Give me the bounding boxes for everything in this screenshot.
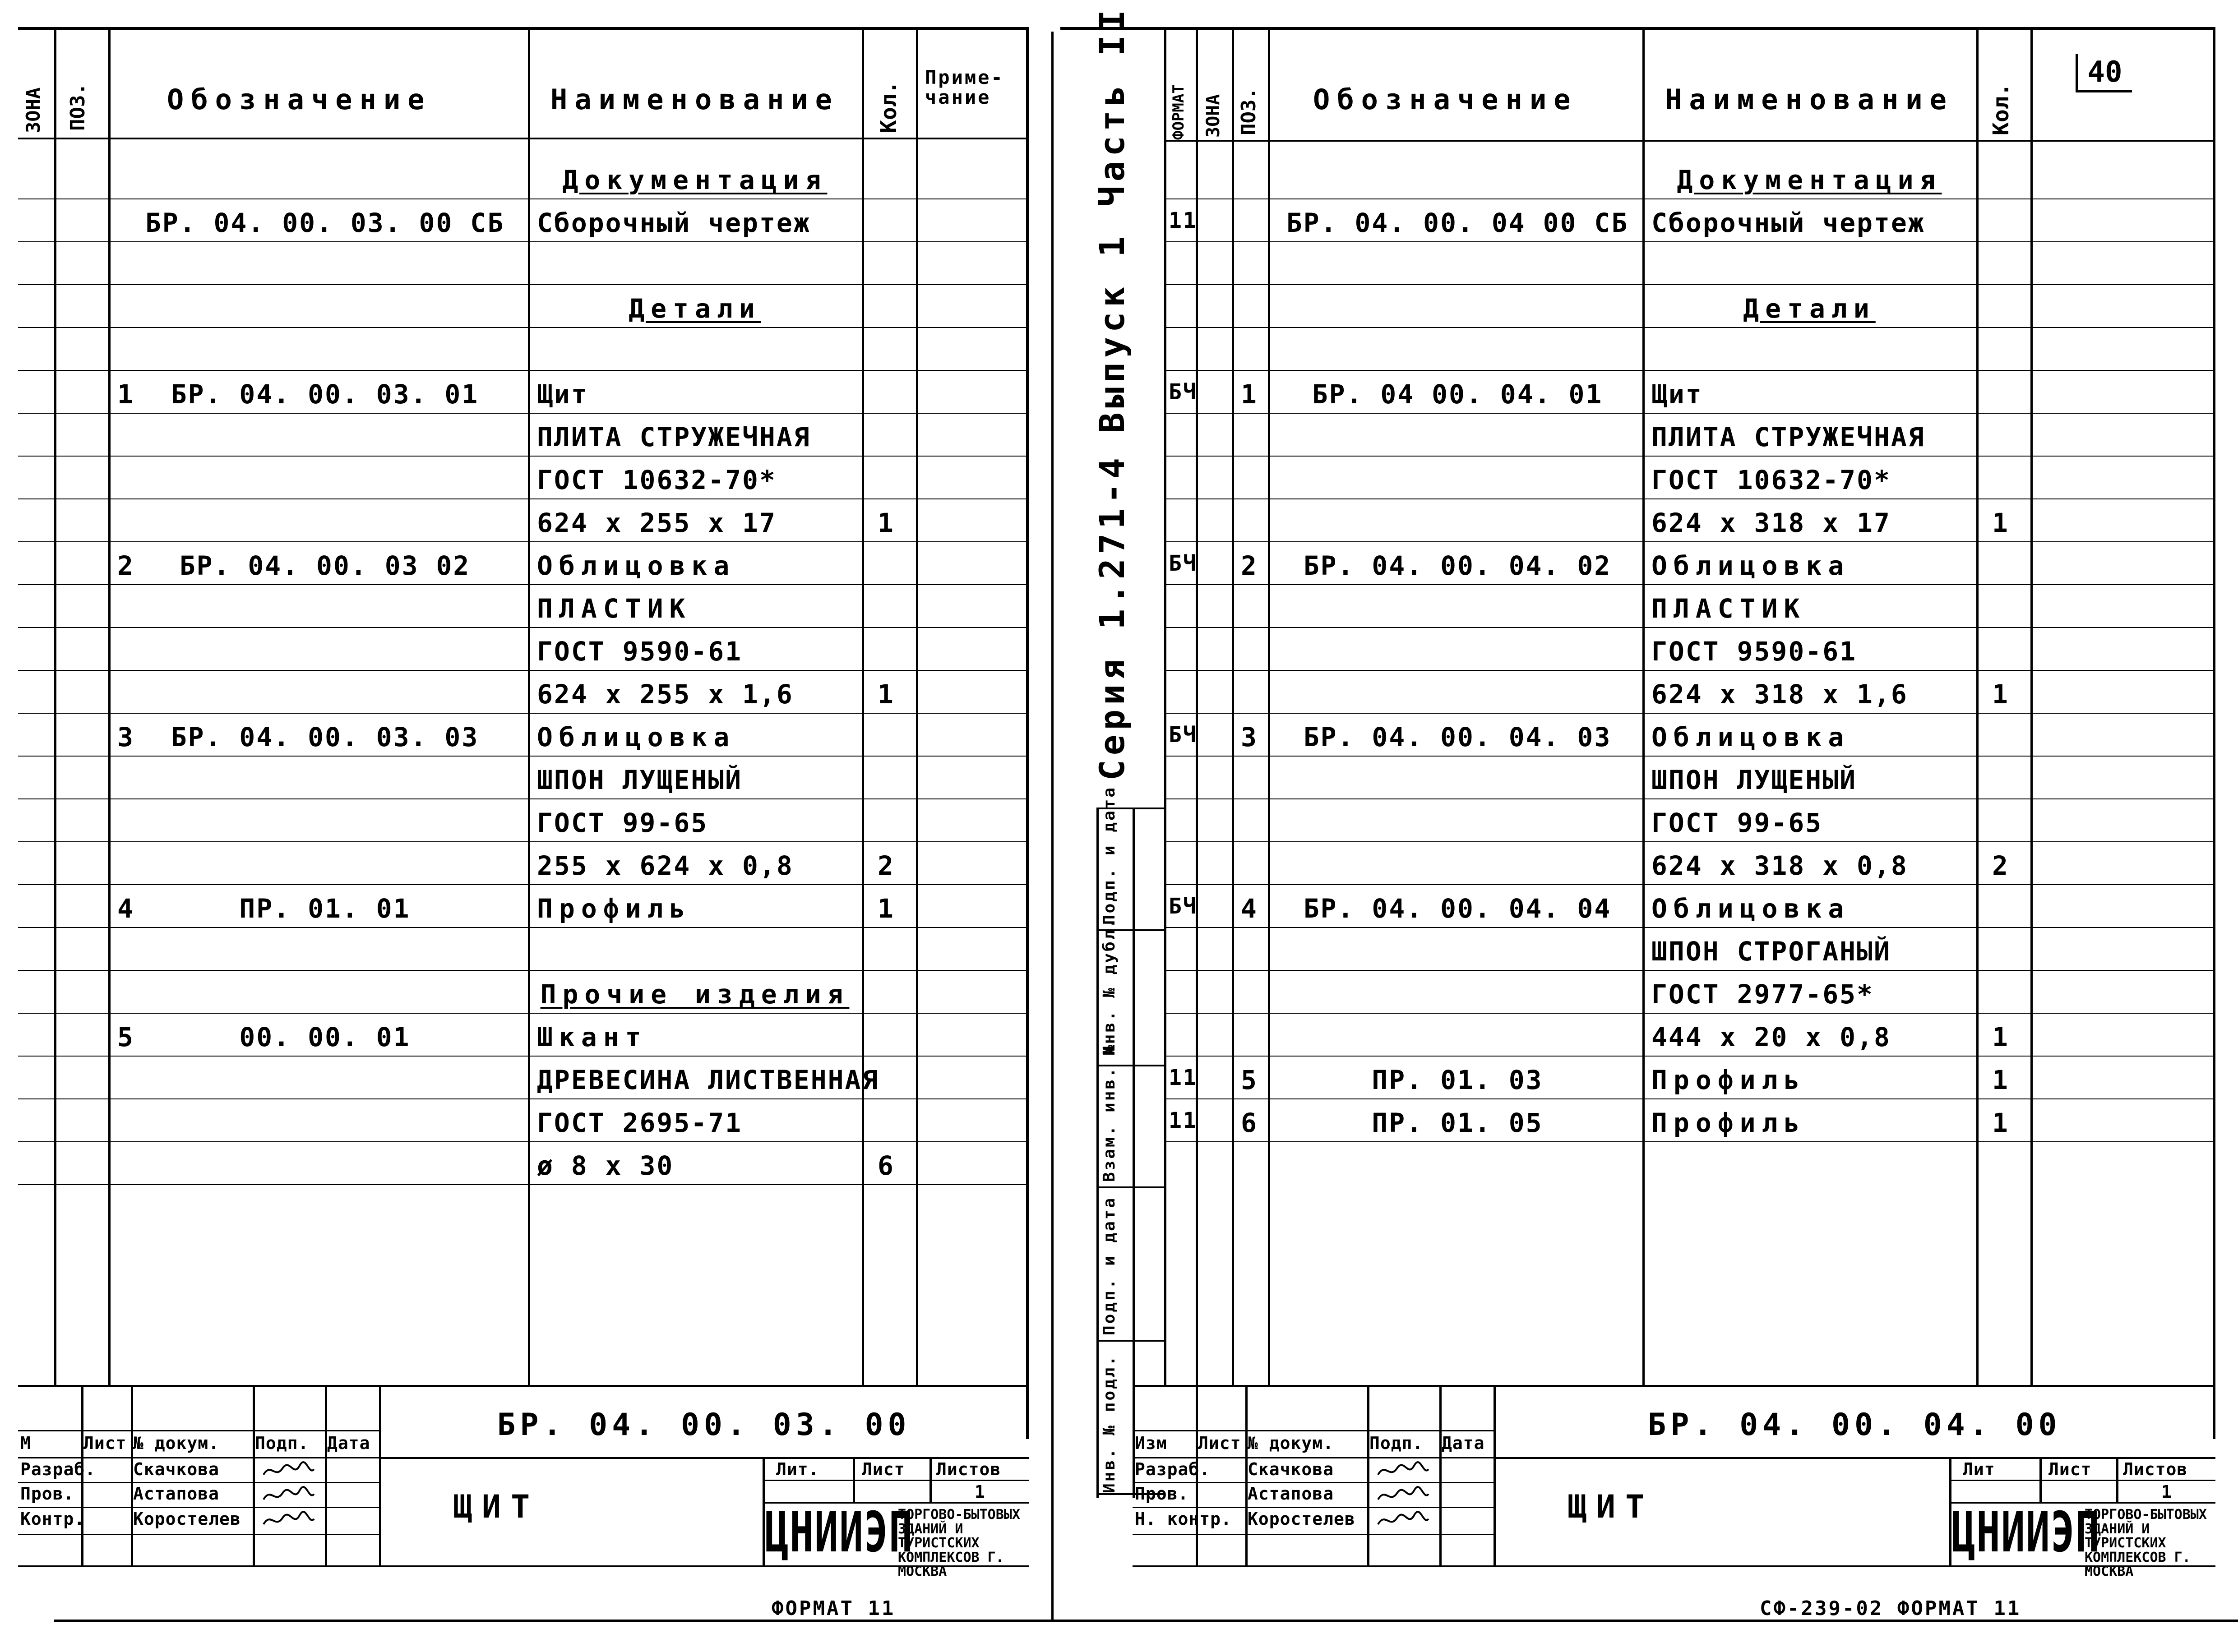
- org-name: ТОРГОВО-БЫТОВЫХ ЗДАНИЙ И ТУРИСТСКИХ КОМПЛЕКСОВ Г. МОСКВА: [2085, 1507, 2207, 1579]
- tb-lit: Лит.: [776, 1459, 819, 1479]
- tb-row: [18, 1507, 379, 1508]
- row-rule: [1164, 798, 2215, 799]
- tb-rule: [18, 1385, 1029, 1387]
- row-name: ГОСТ 2695-71: [537, 1107, 743, 1138]
- row-designation: БР. 04. 00. 04. 03: [1303, 722, 1612, 752]
- row-rule: [18, 927, 1029, 928]
- header-pos: ПОЗ.: [66, 83, 89, 131]
- row-name: ПЛАСТИК: [1651, 593, 1806, 624]
- row-rule: [1164, 670, 2215, 671]
- tb-name-1: Скачкова: [133, 1459, 220, 1479]
- tb-col: [1439, 1385, 1442, 1565]
- signature-mark: [1376, 1484, 1430, 1502]
- right-spec-sheet: [1060, 5, 2215, 1620]
- row-rule: [18, 413, 1029, 414]
- tb-name-3: Коростелев: [1248, 1509, 1355, 1529]
- org-logo: ЦНИИЭП: [1951, 1500, 2100, 1565]
- row-rule: [1164, 1141, 2215, 1142]
- row-rule: [18, 456, 1029, 457]
- row-qty: 1: [1992, 1107, 2009, 1138]
- col-line: [916, 27, 918, 1385]
- row-name: Щит: [1651, 379, 1703, 410]
- row-rule: [1164, 498, 2215, 499]
- row-rule: [18, 1184, 1029, 1185]
- row-format: 11: [1169, 1108, 1198, 1133]
- tb-col-doc: № докум.: [133, 1433, 220, 1453]
- row-designation: БР. 04. 00. 04. 04: [1303, 893, 1612, 924]
- row-name: Профиль: [1651, 1065, 1806, 1095]
- row-rule: [1164, 284, 2215, 285]
- row-rule: [18, 713, 1029, 714]
- header-format: ФОРМАТ: [1170, 84, 1188, 140]
- row-pos: 5: [1241, 1065, 1258, 1095]
- tb-listov-value: 1: [2161, 1482, 2172, 1502]
- row-name: ø 8 x 30: [537, 1150, 674, 1181]
- tb-title: ЩИТ: [1567, 1488, 1655, 1525]
- tb-name-3: Коростелев: [133, 1509, 241, 1529]
- row-rule: [18, 241, 1029, 242]
- stamp-field: Взам. инв. №: [1100, 1043, 1119, 1182]
- header-zone: ЗОНА: [1203, 94, 1224, 138]
- row-qty: 2: [878, 850, 895, 881]
- col-line: [528, 27, 530, 1385]
- row-rule: [18, 756, 1029, 757]
- tb-list: Лист: [2048, 1459, 2092, 1479]
- row-rule: [1164, 756, 2215, 757]
- row-name: Щит: [537, 379, 588, 410]
- frame-right: [1026, 27, 1029, 1439]
- signature-mark: [262, 1459, 316, 1477]
- tb-list: Лист: [862, 1459, 905, 1479]
- row-name: ШПОН СТРОГАНЫЙ: [1651, 936, 1891, 967]
- row-name: ГОСТ 99-65: [537, 808, 708, 838]
- col-line: [108, 27, 111, 1385]
- row-rule: [1164, 198, 2215, 199]
- row-rule: [18, 970, 1029, 971]
- left-spec-sheet: [18, 27, 1029, 1620]
- tb-col-izm: М: [20, 1433, 31, 1453]
- row-pos: 2: [117, 550, 134, 581]
- stamp-rule: [1096, 929, 1164, 931]
- page-number: 40: [2076, 54, 2132, 92]
- tb-col-list: Лист: [83, 1433, 127, 1453]
- row-designation: БР. 04. 00. 03. 01: [171, 379, 479, 410]
- row-name: Облицовка: [537, 722, 736, 752]
- row-rule: [1164, 927, 2215, 928]
- row-designation: ПР. 01. 03: [1372, 1065, 1543, 1095]
- tb-row: [1133, 1457, 1494, 1458]
- row-pos: 6: [1241, 1107, 1258, 1138]
- row-rule: [18, 627, 1029, 628]
- tb-name-2: Астапова: [133, 1484, 220, 1504]
- row-rule: [18, 1141, 1029, 1142]
- row-name: Облицовка: [1651, 893, 1850, 924]
- row-name: Сборочный чертеж: [537, 208, 811, 238]
- tb-col-doc: № докум.: [1248, 1433, 1334, 1453]
- row-rule: [18, 198, 1029, 199]
- row-name: ГОСТ 99-65: [1651, 808, 1823, 838]
- tb-row: [763, 1480, 1029, 1481]
- tb-rule: [1133, 1565, 2215, 1567]
- row-rule: [18, 884, 1029, 885]
- row-designation: БР. 04. 00. 04. 02: [1303, 550, 1612, 581]
- row-rule: [1164, 584, 2215, 585]
- stamp-field: Подп. и дата: [1100, 785, 1119, 925]
- header-designation: Обозначение: [167, 83, 432, 116]
- signature-mark: [1376, 1459, 1430, 1477]
- tb-row: [1133, 1534, 1494, 1535]
- row-format: БЧ: [1169, 722, 1198, 748]
- row-rule: [1164, 627, 2215, 628]
- col-line: [1976, 27, 1979, 1385]
- row-pos: 3: [117, 722, 134, 752]
- tb-row: [1133, 1430, 1494, 1431]
- row-name: Профиль: [1651, 1107, 1806, 1138]
- tb-col: [253, 1385, 255, 1565]
- row-format: 11: [1169, 1065, 1198, 1090]
- row-name: ПЛИТА СТРУЖЕЧНАЯ: [537, 422, 811, 452]
- tb-col-list: Лист: [1198, 1433, 1241, 1453]
- stamp-line: [1096, 808, 1099, 1498]
- tb-role-3: Контр.: [20, 1509, 85, 1529]
- sheet-separator: [1051, 32, 1054, 1620]
- row-pos: 1: [1241, 379, 1258, 410]
- tb-rule: [1133, 1385, 2215, 1387]
- row-name: 624 x 318 x 17: [1651, 508, 1891, 538]
- row-rule: [18, 1098, 1029, 1099]
- row-designation: ПР. 01. 05: [1372, 1107, 1543, 1138]
- row-rule: [18, 798, 1029, 799]
- row-rule: [18, 584, 1029, 585]
- signature-mark: [262, 1509, 316, 1527]
- col-line: [54, 27, 56, 1385]
- row-name: Сборочный чертеж: [1651, 208, 1925, 238]
- left-footer: ФОРМАТ 11: [772, 1597, 896, 1620]
- row-name: ГОСТ 10632-70*: [537, 465, 777, 495]
- frame-right: [2213, 27, 2215, 1439]
- tb-doc-number: БР. 04. 00. 04. 00: [1647, 1407, 2062, 1443]
- tb-col: [1367, 1385, 1369, 1565]
- side-series: Серия 1.271-4: [1092, 453, 1132, 780]
- row-qty: 2: [1992, 850, 2009, 881]
- tb-role-2: Пров.: [20, 1484, 74, 1504]
- row-name: ГОСТ 2977-65*: [1651, 979, 1874, 1010]
- row-name: Облицовка: [537, 550, 736, 581]
- row-designation: 00. 00. 01: [239, 1022, 411, 1052]
- header-name: Наименование: [1665, 83, 1954, 116]
- row-pos: 4: [1241, 893, 1258, 924]
- tb-name-1: Скачкова: [1248, 1459, 1334, 1479]
- header-zone: ЗОНА: [22, 87, 44, 133]
- header-qty: Кол.: [876, 81, 902, 133]
- row-designation: БР. 04. 00. 04 00 СБ: [1286, 208, 1629, 238]
- row-name: ПЛАСТИК: [537, 593, 692, 624]
- row-rule: [18, 841, 1029, 842]
- col-line: [2030, 27, 2033, 1385]
- side-issue: Выпуск 1 Часть II: [1092, 5, 1132, 433]
- row-qty: 1: [1992, 508, 2009, 538]
- stamp-field: Инв. № дубл.: [1100, 916, 1119, 1056]
- row-rule: [1164, 841, 2215, 842]
- row-rule: [18, 284, 1029, 285]
- row-rule: [18, 1056, 1029, 1057]
- col-line: [862, 27, 864, 1385]
- col-line: [1232, 27, 1234, 1385]
- row-format: 11: [1169, 208, 1198, 233]
- tb-doc-number: БР. 04. 00. 03. 00: [497, 1407, 911, 1443]
- org-name: ТОРГОВО-БЫТОВЫХ ЗДАНИЙ И ТУРИСТСКИХ КОМПЛЕКСОВ Г. МОСКВА: [898, 1507, 1020, 1579]
- row-name: ШПОН ЛУЩЕНЫЙ: [537, 765, 743, 795]
- tb-row: [1133, 1507, 1494, 1508]
- row-rule: [18, 1013, 1029, 1014]
- col-line: [1164, 27, 1166, 1385]
- frame-top: [18, 27, 1029, 30]
- row-rule: [18, 498, 1029, 499]
- row-name: 624 x 255 x 1,6: [537, 679, 794, 710]
- row-designation: БР. 04. 00. 03. 00 СБ: [145, 208, 505, 238]
- header-pos: ПОЗ.: [1237, 88, 1260, 135]
- row-format: БЧ: [1169, 894, 1198, 919]
- row-rule: [18, 370, 1029, 371]
- row-rule: [1164, 456, 2215, 457]
- header-designation: Обозначение: [1313, 83, 1578, 116]
- stamp-field: Подп. и дата: [1100, 1196, 1119, 1335]
- row-name: Облицовка: [1651, 722, 1850, 752]
- row-name: ДРЕВЕСИНА ЛИСТВЕННАЯ: [537, 1065, 879, 1095]
- row-rule: [18, 670, 1029, 671]
- row-rule: [1164, 884, 2215, 885]
- org-logo: ЦНИИЭП: [765, 1500, 914, 1565]
- stamp-rule: [1096, 1340, 1164, 1342]
- row-name: Детали: [1743, 293, 1876, 324]
- tb-row: [1133, 1482, 1494, 1483]
- row-format: БЧ: [1169, 551, 1198, 576]
- row-name: 624 x 318 x 0,8: [1651, 850, 1908, 881]
- tb-role-1: Разраб.: [1135, 1459, 1211, 1479]
- row-rule: [1164, 370, 2215, 371]
- row-qty: 1: [1992, 1022, 2009, 1052]
- row-qty: 6: [878, 1150, 895, 1181]
- tb-role-2: Пров.: [1135, 1484, 1189, 1504]
- row-pos: 5: [117, 1022, 134, 1052]
- tb-rule: [18, 1565, 1029, 1567]
- row-rule: [1164, 1056, 2215, 1057]
- tb-row: [18, 1430, 379, 1431]
- row-qty: 1: [878, 893, 895, 924]
- header-name: Наименование: [550, 83, 839, 116]
- row-name: Документация: [562, 165, 828, 195]
- tb-col: [325, 1385, 327, 1565]
- row-qty: 1: [878, 679, 895, 710]
- tb-listov: Листов: [936, 1459, 1001, 1479]
- tb-row: [1494, 1457, 2215, 1459]
- tb-title: ЩИТ: [453, 1488, 540, 1525]
- row-rule: [18, 327, 1029, 328]
- row-pos: 1: [117, 379, 134, 410]
- row-name: ГОСТ 9590-61: [1651, 636, 1857, 667]
- signature-mark: [1376, 1509, 1430, 1527]
- row-rule: [18, 541, 1029, 542]
- tb-lit: Лит: [1963, 1459, 1995, 1479]
- tb-col-izm: Изм: [1135, 1433, 1167, 1453]
- row-name: Документация: [1677, 165, 1942, 195]
- right-footer: СФ-239-02 ФОРМАТ 11: [1760, 1597, 2021, 1620]
- row-name: ШПОН ЛУЩЕНЫЙ: [1651, 765, 1857, 795]
- tb-col-sign: Подп.: [255, 1433, 309, 1453]
- tb-listov-value: 1: [975, 1482, 985, 1502]
- tb-row: [18, 1534, 379, 1535]
- row-rule: [1164, 970, 2215, 971]
- row-name: Шкант: [537, 1022, 647, 1052]
- header-rule: [1164, 140, 2215, 142]
- tb-col: [1494, 1385, 1496, 1565]
- row-designation: ПР. 01. 01: [239, 893, 411, 924]
- stamp-rule: [1096, 1065, 1164, 1066]
- row-qty: 1: [1992, 1065, 2009, 1095]
- row-name: Профиль: [537, 893, 692, 924]
- stamp-field: Инв. № подл.: [1100, 1354, 1119, 1493]
- tb-role-3: Н. контр.: [1135, 1509, 1232, 1529]
- row-name: ГОСТ 9590-61: [537, 636, 743, 667]
- tb-col-date: Дата: [327, 1433, 370, 1453]
- stamp-rule: [1096, 1186, 1164, 1188]
- row-pos: 2: [1241, 550, 1258, 581]
- row-pos: 3: [1241, 722, 1258, 752]
- row-rule: [1164, 241, 2215, 242]
- tb-row: [18, 1482, 379, 1483]
- row-name: 624 x 318 x 1,6: [1651, 679, 1908, 710]
- col-line: [1268, 27, 1270, 1385]
- row-name: Облицовка: [1651, 550, 1850, 581]
- row-format: БЧ: [1169, 379, 1198, 405]
- tb-row: [1949, 1480, 2215, 1481]
- tb-role-1: Разраб.: [20, 1459, 96, 1479]
- row-rule: [1164, 713, 2215, 714]
- row-rule: [1164, 413, 2215, 414]
- tb-col-date: Дата: [1442, 1433, 1485, 1453]
- header-rule: [18, 138, 1029, 139]
- row-rule: [1164, 327, 2215, 328]
- row-rule: [1164, 1013, 2215, 1014]
- tb-row: [18, 1457, 379, 1458]
- row-pos: 4: [117, 893, 134, 924]
- row-qty: 1: [878, 508, 895, 538]
- row-qty: 1: [1992, 679, 2009, 710]
- row-name: 624 x 255 x 17: [537, 508, 777, 538]
- row-name: ГОСТ 10632-70*: [1651, 465, 1891, 495]
- tb-listov: Листов: [2123, 1459, 2188, 1479]
- tb-col: [379, 1385, 381, 1565]
- row-name: Детали: [629, 293, 761, 324]
- row-name: 255 x 624 x 0,8: [537, 850, 794, 881]
- header-qty: Кол.: [1988, 83, 2014, 135]
- row-designation: БР. 04. 00. 03. 03: [171, 722, 479, 752]
- row-name: ПЛИТА СТРУЖЕЧНАЯ: [1651, 422, 1925, 452]
- row-name: Прочие изделия: [540, 979, 850, 1010]
- stamp-line: [1133, 808, 1135, 1498]
- row-designation: БР. 04 00. 04. 01: [1312, 379, 1603, 410]
- row-rule: [1164, 541, 2215, 542]
- signature-mark: [262, 1484, 316, 1502]
- col-line: [1642, 27, 1645, 1385]
- row-name: 444 x 20 x 0,8: [1651, 1022, 1891, 1052]
- tb-name-2: Астапова: [1248, 1484, 1334, 1504]
- row-rule: [1164, 1098, 2215, 1099]
- header-note: Приме-чание: [925, 66, 1004, 109]
- row-designation: БР. 04. 00. 03 02: [179, 550, 471, 581]
- tb-col-sign: Подп.: [1369, 1433, 1424, 1453]
